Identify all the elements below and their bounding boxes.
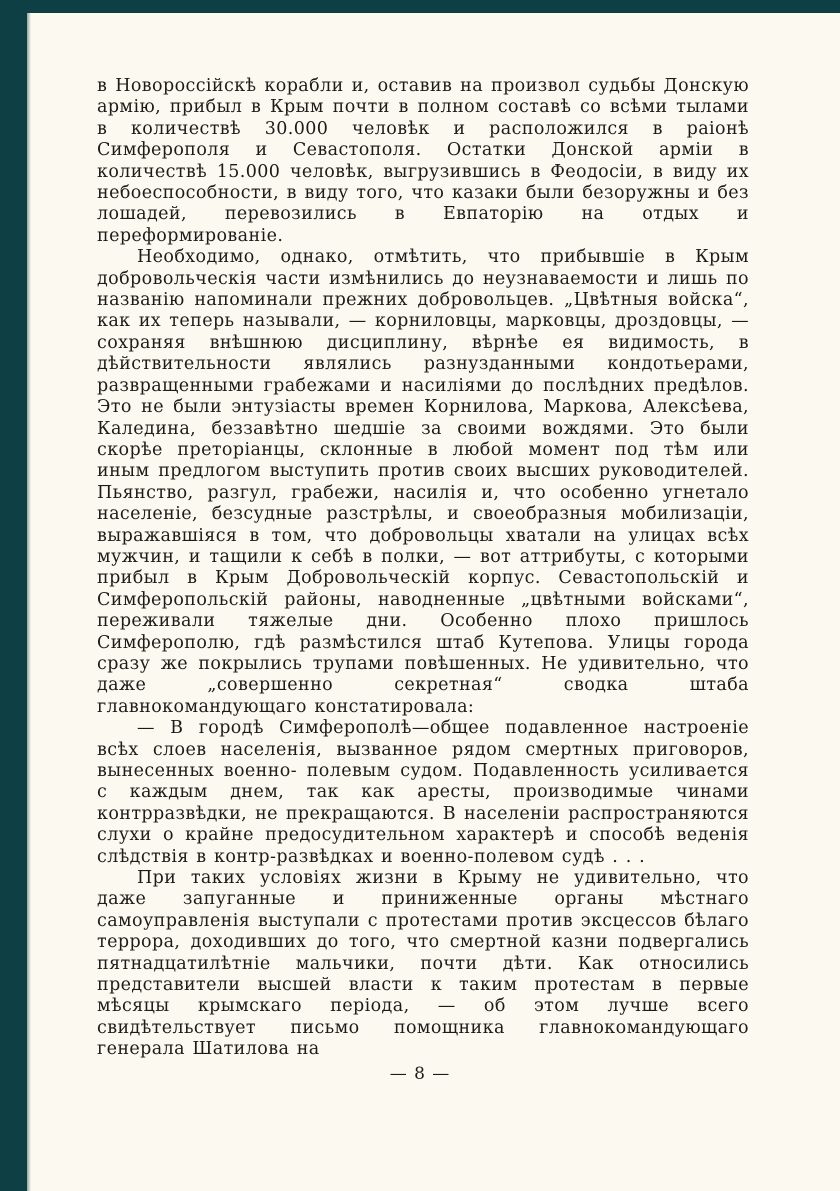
paragraph-simferopol-report: — В городѣ Симферополѣ—общее подавленное настроеніе всѣх слоев населенія, вызванное рядом смертных приговоров, вынесенных военно- полевым судом. Подавленность усиливается с каждым днем, так как аресты, производимые чинами контрразвѣдки, не прекращаются. В населеніи распространяются слухи о крайне предосудительном характерѣ и способѣ веденія слѣдствія в контр-развѣдках и военно-полевом судѣ . . .	[97, 718, 749, 867]
paragraph-volunteers: Необходимо, однако, отмѣтить, что прибывшіе в Крым добровольческія части измѣнились до неузнаваемости и лишь по названію напоминали прежних добровольцев. „Цвѣтныя войска“, как их теперь называли, — корниловцы, марковцы, дроздовцы, — сохраняя внѣшнюю дисциплину, вѣрнѣе ея видимость, в дѣйствительности являлись разнузданными кондотьерами, развращенными грабежами и насиліями до послѣдних предѣлов. Это не были энтузіасты времен Корнилова, Маркова, Алексѣева, Каледина, беззавѣтно шедшіе за своими вождями. Это были скорѣе преторіанцы, склонные в любой момент под тѣм или иным предлогом выступить против своих высших руководителей. Пьянство, разгул, грабежи, насилія и, что особенно угнетало населеніе, безсудные разстрѣлы, и своеобразныя мобилизаціи, выражавшіяся в том, что добровольцы хватали на улицах всѣх мужчин, и тащили к себѣ в полки, — вот аттрибуты, с которыми прибыл в Крым Добровольческій корпус. Севастопольскій и Симферопольскій районы, наводненные „цвѣтными войсками“, переживали тяжелые дни. Особенно плохо пришлось Симферополю, гдѣ размѣстился штаб Кутепова. Улицы города сразу же покрылись трупами повѣшенных. Не удивительно, что даже „совершенно секретная“ сводка штаба главнокомандующаго констатировала:	[97, 247, 749, 717]
page-number: — 8 —	[389, 1064, 451, 1084]
page-text-block	[97, 76, 749, 1061]
scan-edge-top	[0, 0, 840, 13]
paragraph-continuation: в Новороссійскѣ корабли и, оставив на произвол судьбы Донскую армію, прибыл в Крым почти в полном составѣ со всѣми тылами в количествѣ 30.000 человѣк и расположился в раіонѣ Симферополя и Севастополя. Остатки Донской арміи в количествѣ 15.000 человѣк, выгрузившись в Феодосіи, в виду их небоеспособности, в виду того, что казаки были безоружны и без лошадей, перевозились в Евпаторію на отдых и переформированіе.	[97, 76, 749, 246]
paragraph-protests: При таких условіях жизни в Крыму не удивительно, что даже запуганные и приниженные органы мѣстнаго самоуправленія выступали с протестами против эксцессов бѣлаго террора, доходивших до того, что смертной казни подвергались пятнадцатилѣтніе мальчики, почти дѣти. Как относились представители высшей власти к таким протестам в первые мѣсяцы крымскаго періода, — об этом лучше всего свидѣтельствует письмо помощника главнокомандующаго генерала Шатилова на	[97, 868, 749, 1060]
scan-edge-left	[0, 0, 27, 1191]
